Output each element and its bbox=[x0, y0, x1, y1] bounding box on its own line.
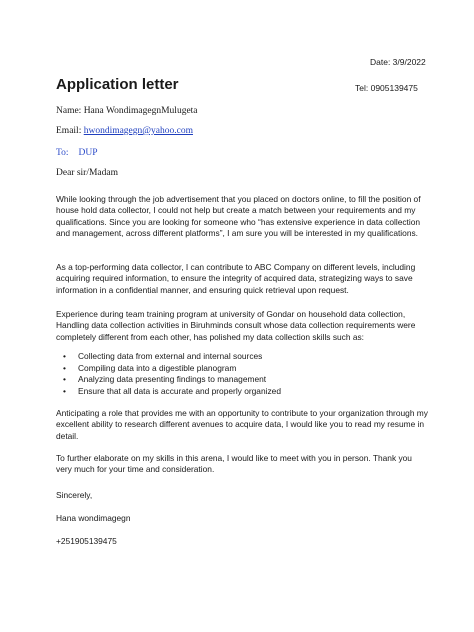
letter-title: Application letter bbox=[56, 76, 179, 93]
addressee-line bbox=[56, 148, 98, 158]
list-item: • Compiling data into a digestible planogram bbox=[63, 362, 237, 373]
list-item: • Ensure that all data is accurate and properly organized bbox=[63, 385, 281, 396]
salutation: Dear sir/Madam bbox=[56, 168, 118, 178]
to-label: To: bbox=[56, 148, 69, 158]
list-item: • Collecting data from external and internal sources bbox=[63, 351, 263, 361]
bullet-icon: • bbox=[63, 374, 66, 385]
bullet-icon: • bbox=[63, 385, 66, 396]
email-label: Email: bbox=[56, 126, 84, 136]
signer-name: Hana wondimagegn bbox=[56, 513, 131, 523]
skills-list bbox=[56, 351, 281, 397]
list-item: • Analyzing data presenting findings to management bbox=[63, 374, 267, 385]
body-paragraph-3: Experience during team training program at university of Gondar on household data collection, Handling data collection activities in Biruhminds consult whose data collection requirements were completely different from each other, has polished my data collection skills such as: bbox=[56, 309, 416, 342]
sign-off: Sincerely, bbox=[56, 490, 93, 500]
addressee-value: DUP bbox=[78, 148, 98, 158]
bullet-icon: • bbox=[63, 351, 66, 361]
email-line bbox=[56, 126, 193, 136]
email-link[interactable]: hwondimagegn@yahoo.com bbox=[83, 126, 193, 136]
body-paragraph-5: To further elaborate on my skills in this arena, I would like to meet with you in person. Thank you very much for your time and consideration. bbox=[56, 453, 412, 475]
body-paragraph-1: While looking through the job advertisement that you placed on doctors online, to fill the position of house hold data collector, I could not help but create a match between your requirements and my qualifications. Since you are looking for someone who “has extensive experience in data collection and management, across different platforms”, I am sure you will be interested in my qualifications. bbox=[56, 194, 421, 238]
bullet-icon: • bbox=[63, 362, 66, 373]
letter-date: Date: 3/9/2022 bbox=[370, 57, 426, 67]
signer-phone: +251905139475 bbox=[56, 536, 117, 546]
applicant-name: Name: Hana WondimagegnMulugeta bbox=[56, 106, 198, 116]
body-paragraph-2: As a top-performing data collector, I can contribute to ABC Company on different levels, including acquiring required information, to ensure the integrity of acquired data, strategizing ways to save information in a confidential manner, and ensuring quick retrieval upon request. bbox=[56, 262, 416, 295]
body-paragraph-4: Anticipating a role that provides me with an opportunity to contribute to your organization through my excellent ability to research different avenues to acquire data, I would like you to read my resume in detail. bbox=[56, 408, 428, 441]
telephone-number: Tel: 0905139475 bbox=[355, 83, 418, 93]
